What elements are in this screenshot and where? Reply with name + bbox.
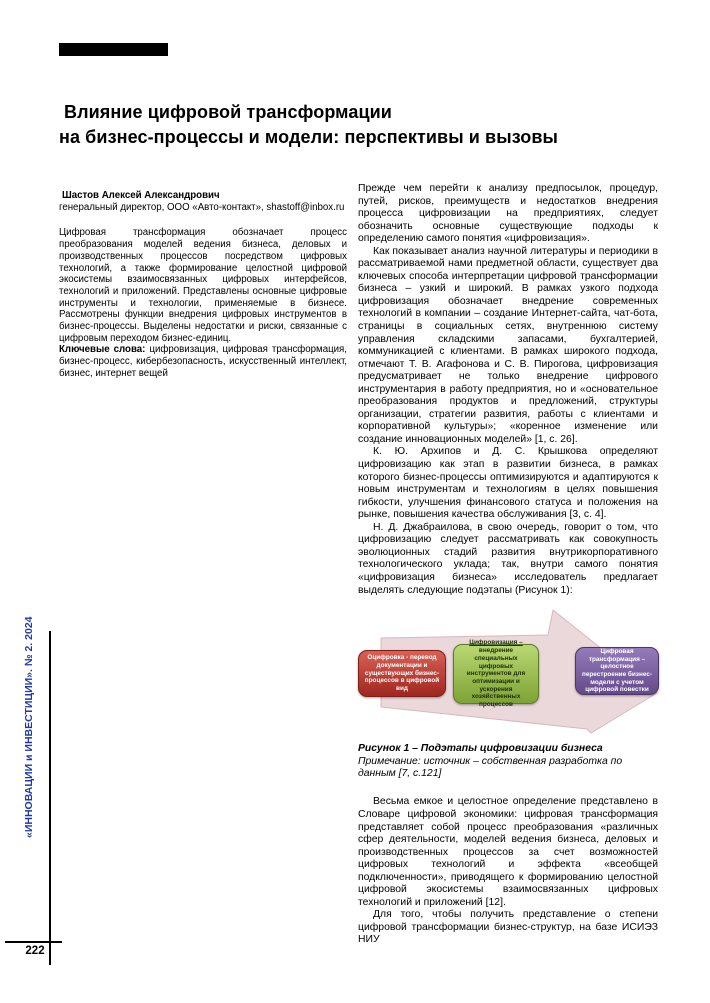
page-number: 222 [25, 945, 45, 957]
figure-box-text: Оцифровка - перевод документации и существующих бизнес-процессов в цифровой вид [364, 654, 440, 693]
article-title-line1: Влияние цифровой трансформации [64, 102, 392, 122]
body-paragraph: Весьма емкое и целостное определение представлено в Словаре цифровой экономики: цифровая трансформация представляет собой процесс преобразования «различных сфер деятельности, моделей ведения бизнеса, деловых и производственных процессов за счет возможностей цифровых технологий и эффекта «всеобщей подключенности», приводящего к формированию целостной цифровой экосистемы взаимосвязанных цифровых технологий и приложений [12]. [358, 796, 658, 908]
left-column [59, 190, 347, 380]
body-paragraph: Прежде чем перейти к анализу предпосылок, процедур, путей, рисков, преимуществ и недостатков внедрения процесса цифровизации на предприятиях, следует обозначить основные существующие подходы к определению самого понятия «цифровизация». [358, 183, 658, 245]
figure-box-rest: внедрение специальных цифровых инструментов для оптимизации и ускорения хозяйственных процессов [466, 647, 526, 708]
author-affiliation: генеральный директор, ООО «Авто-контакт», shastoff@inbox.ru [59, 201, 345, 213]
right-column [358, 183, 658, 947]
redacted-header-bar [59, 43, 168, 56]
keywords-label: Ключевые слова: [59, 344, 146, 356]
vertical-rule [49, 631, 51, 965]
keywords-block [59, 344, 347, 379]
body-paragraph: Н. Д. Джабраилова, в свою очередь, говорит о том, что цифровизацию следует рассматривать как совокупность эволюционных стадий развития внутрикорпоративного технологического уклада; так, внутри самого понятия «цифровизация бизнеса» исследователь предлагает выделять следующие подэтапы (Рисунок 1): [358, 521, 658, 596]
author-name: Шастов Алексей Александрович [62, 190, 220, 201]
figure-note: Примечание: источник – собственная разработка по данным [7, с.121] [358, 755, 623, 779]
abstract-text: Цифровая трансформация обозначает процесс преобразования моделей ведения бизнеса, деловых и производственных процессов посредством цифровых технологий, а также формирование целостной цифровой экосистемы взаимосвязанных цифровых интерфейсов, технологий и приложений. Представлены основные цифровые инструменты и технологии, применяемые в бизнесе. Рассмотрены функции внедрения цифровых инструментов в бизнес-процессы. Выделены недостатки и риски, связанные с цифровым переходом бизнес-единиц. [59, 227, 347, 344]
body-paragraph: Как показывает анализ научной литературы и периодики в рассматриваемой нами предметной области, существует два ключевых способа интерпретации цифровой трансформации бизнеса – узкий и широкий. В рамках узкого подхода цифровизация обозначает внедрение современных технологий в компании – создание Интернет-сайта, чат-бота, страницы в социальных сетях, внутреннюю систему управления складскими запасами, бухгалтерией, коммуникацией с клиентами. В рамках широкого подхода, отмечают Т. В. Агафонова и С. В. Пирогова, цифровизация предусматривает не только внедрение цифрового инструментария в работу предприятия, но и «основательное преобразования продуктов и предложений, структуры организации, стратегии развития, работы с клиентами и корпоративной культуры»; «коренное изменение или создание инновационных моделей» [1, с. 26]. [358, 245, 658, 445]
figure-box-digitalization [453, 639, 539, 708]
figure-box-digital-transformation [575, 647, 659, 695]
body-paragraph: К. Ю. Архипов и Д. С. Крышкова определяют цифровизацию как этап в развитии бизнеса, в рамках которого бизнес-процессы оптимизируются и адаптируются к новым инструментам и технологиям в целях повышения гибкости, улучшения финансового статуса и положения на рынке, повышения качества обслуживания [3, с. 4]. [358, 446, 658, 521]
figure-box-text [459, 639, 533, 708]
figure-box-digitization [358, 650, 446, 697]
figure-caption: Рисунок 1 – Подэтапы цифровизации бизнеса [358, 743, 603, 755]
article-title [59, 100, 659, 149]
keywords-list: цифровизация, цифровая трансформация, бизнес-процесс, кибербезопасность, искусственный интеллект, бизнес, интернет вещей [59, 344, 347, 379]
figure-box-lead: Цифровизация – [469, 639, 523, 647]
figure-box-text: Цифровая трансформация – целостное перестроение бизнес-модели с учетом цифровой повестки [581, 647, 653, 694]
body-paragraph: Для того, чтобы получить представление о степени цифровой трансформации бизнес-структур, на базе ИСИЭЗ НИУ [358, 909, 658, 946]
horizontal-rule [5, 941, 62, 943]
journal-sidebar-title: «ИННОВАЦИИ и ИНВЕСТИЦИИ». № 2. 2024 [23, 616, 35, 838]
figure-1 [358, 601, 658, 734]
article-title-line2: на бизнес-процессы и модели: перспективы и вызовы [59, 126, 559, 147]
